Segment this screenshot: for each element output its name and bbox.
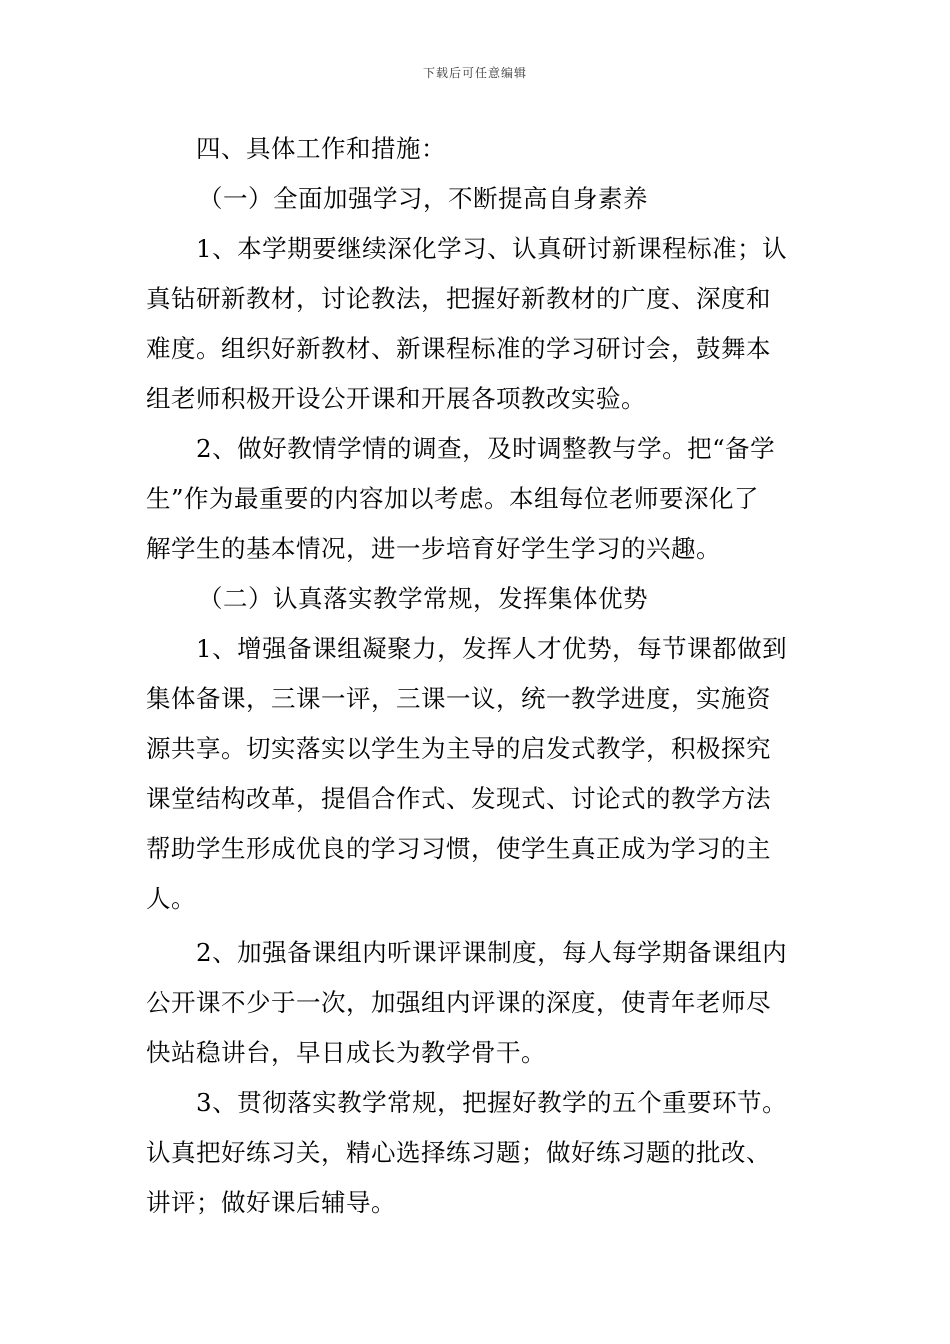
section-heading: 四、具体工作和措施：	[196, 134, 446, 163]
paragraph-line: 快站稳讲台，早日成长为教学骨干。	[146, 1038, 546, 1067]
paragraph-line: 3、贯彻落实教学常规，把握好教学的五个重要环节。	[196, 1088, 788, 1117]
paragraph-line: 1、本学期要继续深化学习、认真研讨新课程标准；认	[196, 234, 788, 263]
paragraph-line: 课堂结构改革，提倡合作式、发现式、讨论式的教学方法	[146, 784, 771, 813]
subsection-heading: （二）认真落实教学常规，发挥集体优势	[198, 584, 648, 613]
paragraph-line: 公开课不少于一次，加强组内评课的深度，使青年老师尽	[146, 988, 771, 1017]
paragraph-line: 集体备课，三课一评，三课一议，统一教学进度，实施资	[146, 684, 771, 713]
paragraph-line: 难度。组织好新教材、新课程标准的学习研讨会，鼓舞本	[146, 334, 771, 363]
paragraph-line: 源共享。切实落实以学生为主导的启发式教学，积极探究	[146, 734, 771, 763]
paragraph-line: 生”作为最重要的内容加以考虑。本组每位老师要深化了	[146, 484, 760, 513]
paragraph-line: 2、做好教情学情的调查，及时调整教与学。把“备学	[196, 434, 776, 463]
subsection-heading: （一）全面加强学习，不断提高自身素养	[198, 184, 648, 213]
paragraph-line: 组老师积极开设公开课和开展各项教改实验。	[146, 384, 646, 413]
paragraph-line: 讲评；做好课后辅导。	[146, 1188, 396, 1217]
paragraph-line: 认真把好练习关，精心选择练习题；做好练习题的批改、	[146, 1138, 771, 1167]
paragraph-line: 人。	[146, 884, 196, 913]
paragraph-line: 帮助学生形成优良的学习习惯，使学生真正成为学习的主	[146, 834, 771, 863]
document-body	[146, 124, 806, 1228]
paragraph-line: 1、增强备课组凝聚力，发挥人才优势，每节课都做到	[196, 634, 788, 663]
paragraph-line: 2、加强备课组内听课评课制度，每人每学期备课组内	[196, 938, 788, 967]
page-header: 下载后可任意编辑	[422, 66, 527, 80]
paragraph-line: 真钻研新教材，讨论教法，把握好新教材的广度、深度和	[146, 284, 771, 313]
paragraph-line: 解学生的基本情况，进一步培育好学生学习的兴趣。	[146, 534, 721, 563]
